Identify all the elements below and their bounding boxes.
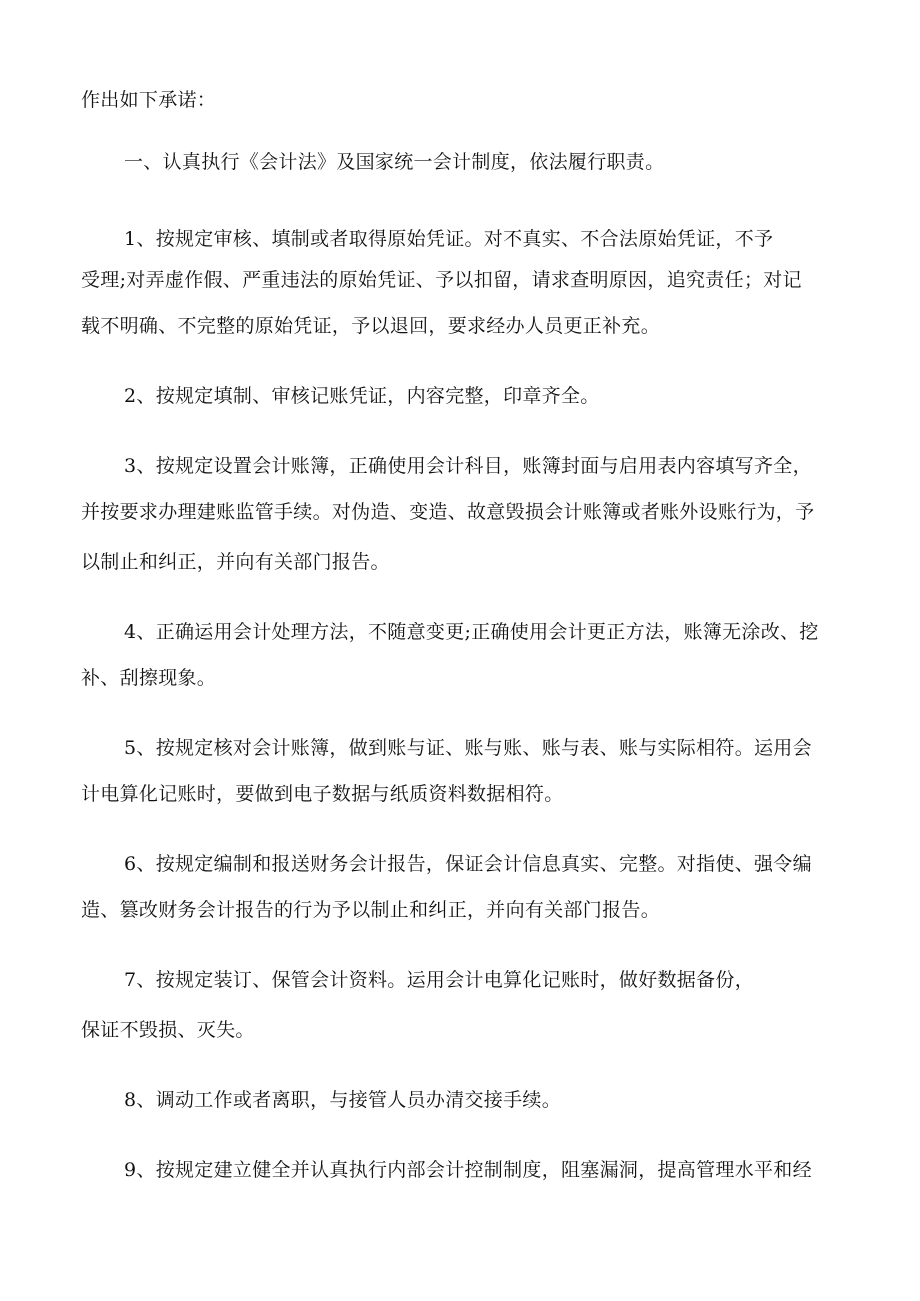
item-3-line-1: 3、按规定设置会计账簿，正确使用会计科目，账簿封面与启用表内容填写齐全， — [124, 455, 812, 477]
section-heading: 一、认真执行《会计法》及国家统一会计制度，依法履行职责。 — [124, 151, 665, 173]
item-3-line-2: 并按要求办理建账监管手续。对伪造、变造、故意毁损会计账簿或者账外设账行为，予 — [81, 501, 815, 523]
item-4-line-1: 4、正确运用会计处理方法，不随意变更;正确使用会计更正方法，账簿无涂改、挖 — [124, 621, 819, 643]
item-7-line-1: 7、按规定装订、保管会计资料。运用会计电算化记账时，做好数据备份， — [124, 969, 754, 991]
item-1-line-1: 1、按规定审核、填制或者取得原始凭证。对不真实、不合法原始凭证，不予 — [124, 228, 774, 250]
item-3-line-3: 以制止和纠正，并向有关部门报告。 — [81, 551, 390, 573]
item-6-line-2: 造、篡改财务会计报告的行为予以制止和纠正，并向有关部门报告。 — [81, 899, 661, 921]
item-7-line-2: 保证不毁损、灭失。 — [81, 1019, 255, 1041]
item-4-line-2: 补、刮擦现象。 — [81, 667, 217, 689]
item-2-line-1: 2、按规定填制、审核记账凭证，内容完整，印章齐全。 — [124, 385, 600, 407]
item-8-line-1: 8、调动工作或者离职，与接管人员办清交接手续。 — [124, 1089, 561, 1111]
item-5-line-2: 计电算化记账时，要做到电子数据与纸质资料数据相符。 — [81, 783, 564, 805]
item-1-line-3: 载不明确、不完整的原始凭证，予以退回，要求经办人员更正补充。 — [81, 315, 661, 337]
intro-text: 作出如下承诺： — [81, 89, 217, 111]
item-6-line-1: 6、按规定编制和报送财务会计报告，保证会计信息真实、完整。对指使、强令编 — [124, 853, 812, 875]
item-9-line-1: 9、按规定建立健全并认真执行内部会计控制制度，阻塞漏洞，提高管理水平和经 — [124, 1159, 812, 1181]
item-5-line-1: 5、按规定核对会计账簿，做到账与证、账与账、账与表、账与实际相符。运用会 — [124, 737, 812, 759]
item-1-line-2: 受理;对弄虚作假、严重违法的原始凭证、予以扣留，请求查明原因，追究责任；对记 — [81, 269, 802, 291]
